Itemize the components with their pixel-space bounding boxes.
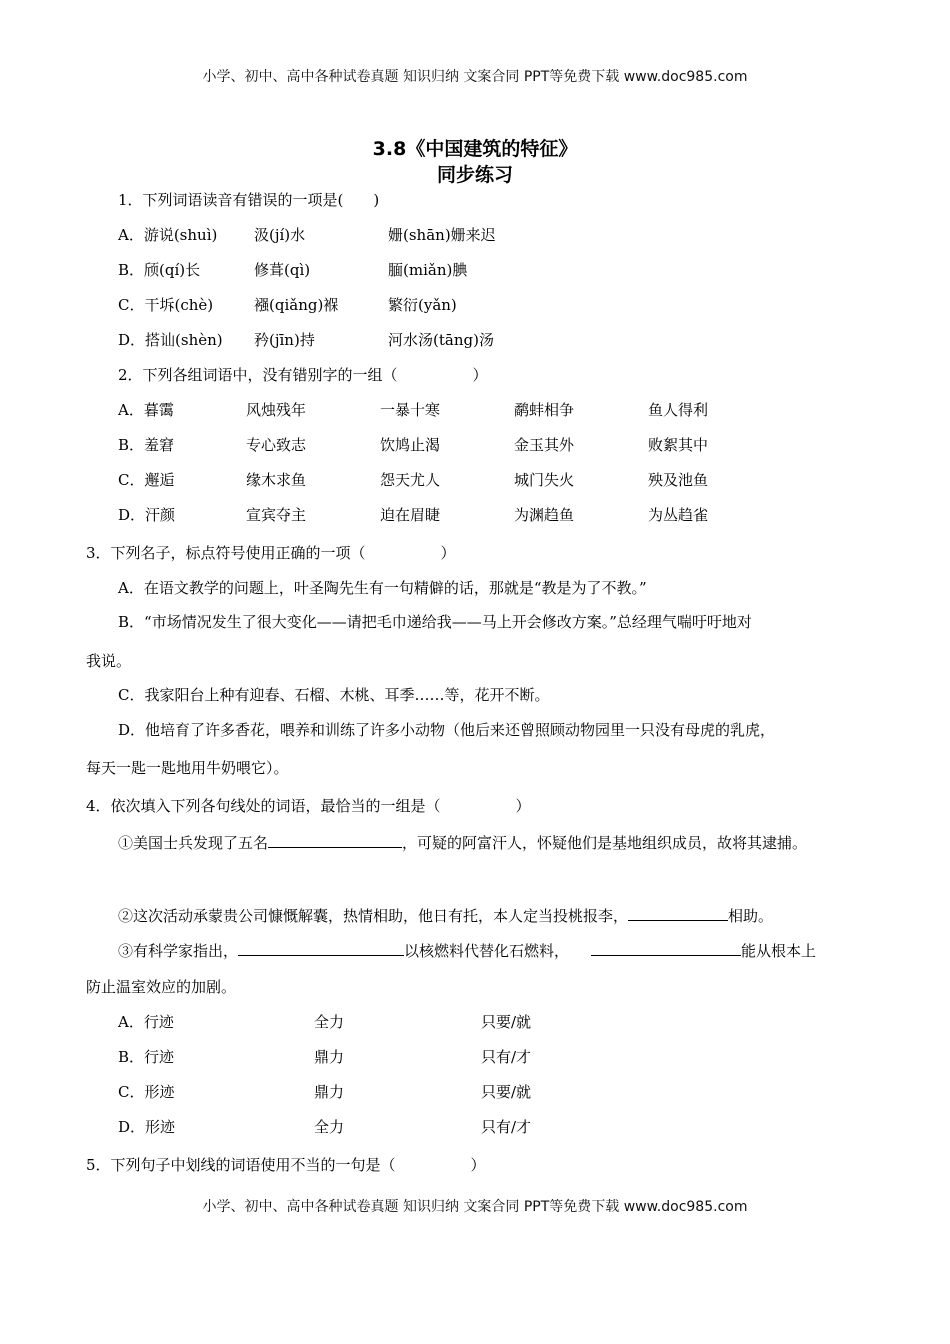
document-subtitle: 同步练习 xyxy=(436,164,513,186)
q2-option-c-5: 殃及池鱼 xyxy=(648,471,709,489)
q4-option-b-2: 鼎力 xyxy=(314,1048,345,1066)
q2-option-c-2: 缘木求鱼 xyxy=(246,471,307,489)
q2-option-b-5: 败絮其中 xyxy=(648,436,709,454)
q2-option-d-4: 为渊趋鱼 xyxy=(514,506,575,524)
q4-blank-2[interactable] xyxy=(628,905,728,921)
q2-option-d-2: 宣宾夺主 xyxy=(246,506,307,524)
q4-s1-post: ，可疑的阿富汗人，怀疑他们是基地组织成员，故将其逮捕。 xyxy=(402,834,808,852)
q2-stem: 2．下列各组词语中，没有错别字的一组（ ） xyxy=(118,366,488,384)
q2-option-d-1: D．汗颜 xyxy=(118,506,176,524)
q4-option-a-1: A．行迹 xyxy=(118,1013,174,1031)
q4-option-d-1: D．形迹 xyxy=(118,1118,176,1136)
q2-option-b-2: 专心致志 xyxy=(246,436,307,454)
q4-stem: 4．依次填入下列各句线处的词语，最恰当的一组是（ ） xyxy=(86,797,531,815)
q3-option-c: C．我家阳台上种有迎春、石榴、木桃、耳季……等，花开不断。 xyxy=(118,686,550,704)
q3-option-a: A．在语文教学的问题上，叶圣陶先生有一句精僻的话，那就是“教是为了不教。” xyxy=(118,579,647,597)
q4-option-d-2: 全力 xyxy=(314,1118,345,1136)
q4-option-a-2: 全力 xyxy=(314,1013,345,1031)
q4-option-b-1: B．行迹 xyxy=(118,1048,175,1066)
q1-option-b-1: B．颀(qí)长 xyxy=(118,261,201,279)
q1-option-a-2: 汲(jí)水 xyxy=(254,226,306,244)
q4-blank-4[interactable] xyxy=(591,940,741,956)
q3-option-d-line1: D．他培育了许多香花，喂养和训练了许多小动物（他后来还曾照顾动物园里一只没有母虎的乳虎， xyxy=(118,721,776,739)
q4-s3-post: 能从根本上 xyxy=(741,942,817,960)
page-header: 小学、初中、高中各种试卷真题 知识归纳 文案合同 PPT等免费下载 www.doc985.com xyxy=(202,69,748,85)
q1-option-b-2: 修葺(qì) xyxy=(254,261,311,279)
q3-option-b-line1: B．“市场情况发生了很大变化——请把毛巾递给我——马上开会修改方案。”总经理气喘吁吁地对 xyxy=(118,613,752,631)
q1-option-c-2: 襁(qiǎng)褓 xyxy=(254,296,339,314)
q1-option-c-3: 繁衍(yǎn) xyxy=(388,296,457,314)
q3-option-d-line2: 每天一匙一匙地用牛奶喂它）。 xyxy=(86,759,289,777)
q4-option-a-3: 只要/就 xyxy=(481,1013,532,1031)
q4-sentence-2 xyxy=(118,905,773,926)
q4-blank-3[interactable] xyxy=(238,940,404,956)
q1-option-a-3: 姗(shān)姗来迟 xyxy=(388,226,496,244)
q2-option-a-5: 鱼人得利 xyxy=(648,401,709,419)
q4-sentence-3-cont: 防止温室效应的加剧。 xyxy=(86,978,237,996)
q2-option-d-5: 为丛趋雀 xyxy=(648,506,709,524)
q5-stem: 5．下列句子中划线的词语使用不当的一句是（ ） xyxy=(86,1156,486,1174)
q4-option-c-3: 只要/就 xyxy=(481,1083,532,1101)
q3-stem: 3．下列名子，标点符号使用正确的一项（ ） xyxy=(86,544,456,562)
q4-sentence-1 xyxy=(118,832,807,853)
q4-s2-post: 相助。 xyxy=(728,907,774,925)
q2-option-c-1: C．邂逅 xyxy=(118,471,175,489)
q2-option-b-4: 金玉其外 xyxy=(514,436,575,454)
q1-option-c-1: C．干坼(chè) xyxy=(118,296,214,314)
q2-option-c-4: 城门失火 xyxy=(514,471,575,489)
q4-sentence-3 xyxy=(118,940,816,961)
q4-option-c-2: 鼎力 xyxy=(314,1083,345,1101)
q4-s3-pre: ③有科学家指出， xyxy=(118,942,239,960)
q2-option-a-1: A．暮霭 xyxy=(118,401,174,419)
q1-option-d-2: 矜(jīn)持 xyxy=(254,331,315,349)
q1-option-d-1: D．搭讪(shèn) xyxy=(118,331,223,349)
q4-option-b-3: 只有/才 xyxy=(481,1048,532,1066)
q4-s3-mid: 以核燃料代替化石燃料， xyxy=(404,942,570,960)
q2-option-c-3: 怨天尤人 xyxy=(380,471,441,489)
q4-s1-pre: ①美国士兵发现了五名 xyxy=(118,834,269,852)
q1-option-a-1: A．游说(shuì) xyxy=(118,226,218,244)
q1-stem: 1．下列词语读音有错误的一项是( ) xyxy=(118,191,380,209)
q2-option-a-4: 鹬蚌相争 xyxy=(514,401,575,419)
q2-option-a-2: 风烛残年 xyxy=(246,401,307,419)
q1-option-b-3: 腼(miǎn)腆 xyxy=(388,261,468,279)
document-title: 3.8《中国建筑的特征》 xyxy=(372,138,578,160)
q2-option-b-1: B．羞窘 xyxy=(118,436,175,454)
q4-option-d-3: 只有/才 xyxy=(481,1118,532,1136)
q4-s2-pre: ②这次活动承蒙贵公司慷慨解囊，热情相助，他日有托，本人定当投桃报李， xyxy=(118,907,629,925)
q4-blank-1[interactable] xyxy=(268,832,402,848)
q4-option-c-1: C．形迹 xyxy=(118,1083,175,1101)
q3-option-b-line2: 我说。 xyxy=(86,652,132,670)
q2-option-d-3: 迫在眉睫 xyxy=(380,506,441,524)
page-footer: 小学、初中、高中各种试卷真题 知识归纳 文案合同 PPT等免费下载 www.doc985.com xyxy=(202,1199,748,1215)
q1-option-d-3: 河水汤(tāng)汤 xyxy=(388,331,494,349)
q2-option-b-3: 饮鸠止渴 xyxy=(380,436,441,454)
q2-option-a-3: 一暴十寒 xyxy=(380,401,441,419)
